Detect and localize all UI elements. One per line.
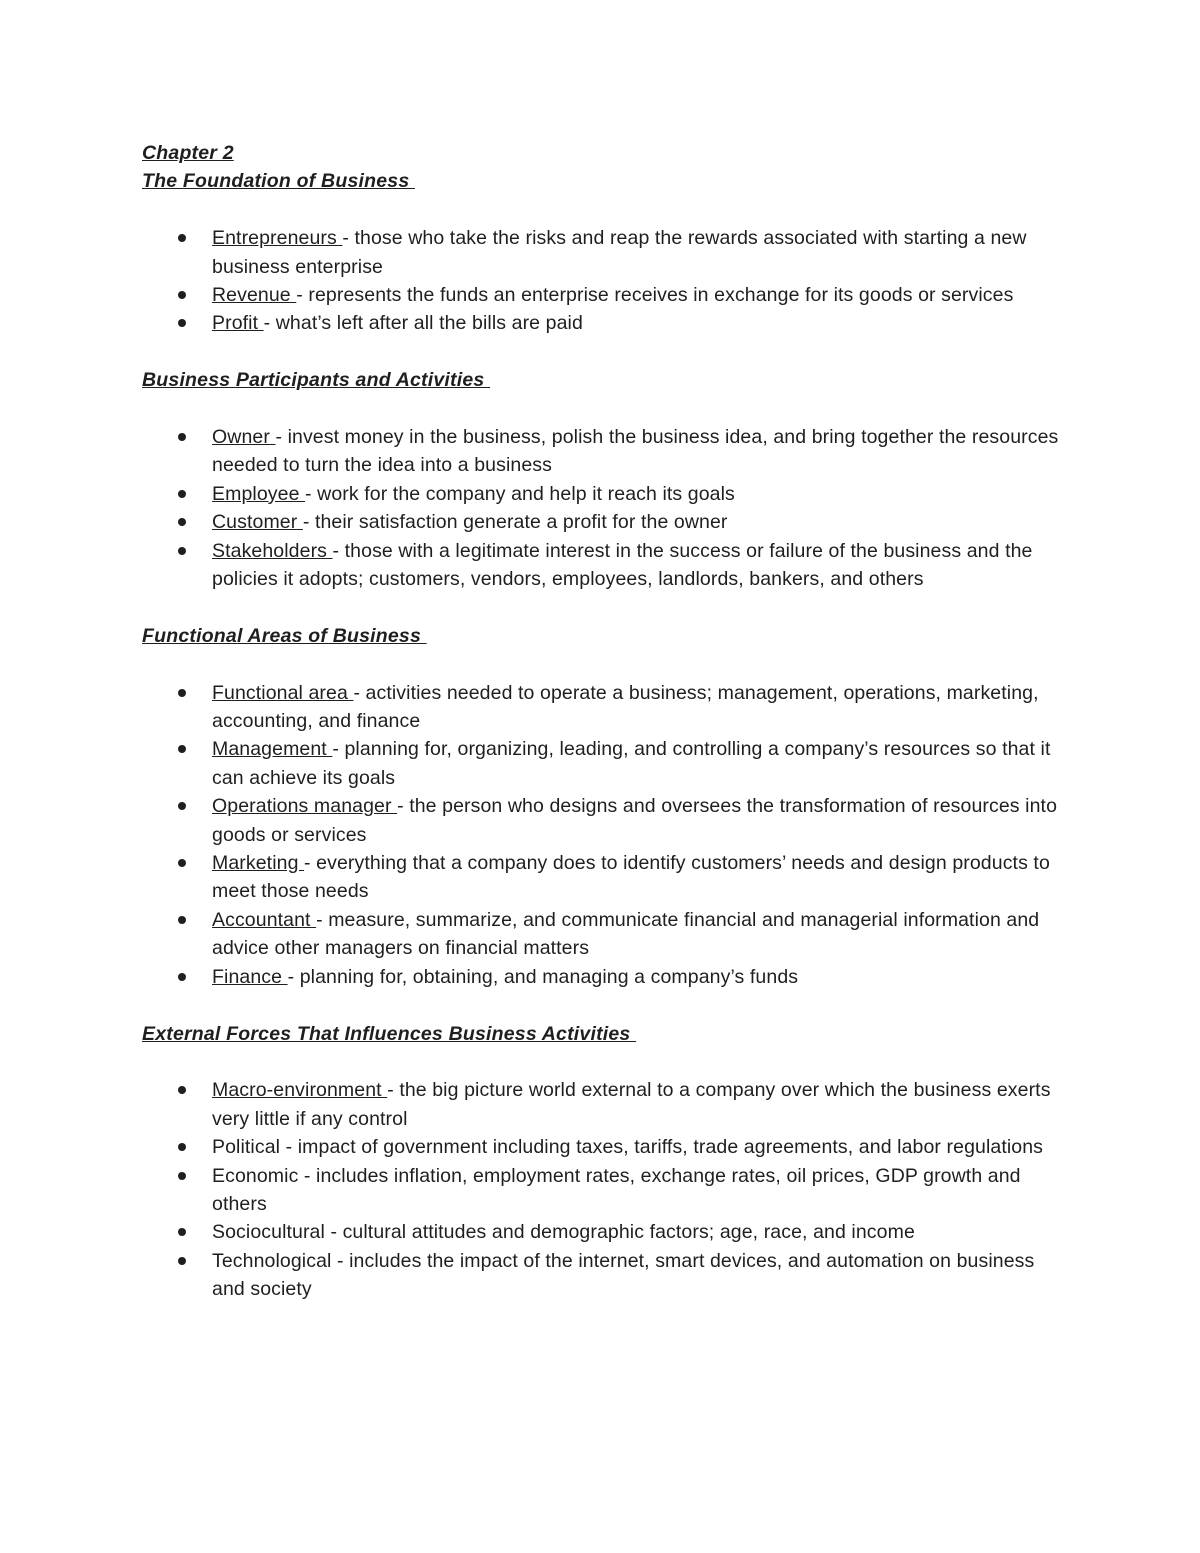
list-item bbox=[142, 1076, 1072, 1133]
definition: - planning for, obtaining, and managing a company’s funds bbox=[287, 965, 799, 988]
list-item bbox=[142, 508, 1072, 536]
bullet-list bbox=[142, 679, 1072, 991]
definition: - measure, summarize, and communicate financial and managerial information and advice other managers on financial matters bbox=[212, 908, 1040, 960]
definition: - invest money in the business, polish the business idea, and bring together the resources needed to turn the idea into a business bbox=[212, 426, 1059, 477]
list-item bbox=[142, 537, 1072, 594]
term: Operations manager bbox=[212, 795, 398, 818]
bullet-icon bbox=[178, 973, 186, 981]
term: Finance bbox=[212, 965, 288, 988]
definition: Technological - includes the impact of the internet, smart devices, and automation on business and society bbox=[212, 1249, 1035, 1301]
bullet-list bbox=[142, 1076, 1072, 1303]
definition: - their satisfaction generate a profit for the owner bbox=[302, 511, 728, 534]
term: Stakeholders bbox=[212, 539, 333, 562]
term: Profit bbox=[212, 312, 264, 335]
definition: - those with a legitimate interest in the success or failure of the business and the policies it adopts; customers, vendors, employees, landlords, bankers, and others bbox=[212, 539, 1033, 591]
bullet-icon bbox=[178, 1143, 186, 1151]
list-item bbox=[142, 792, 1072, 849]
list-item bbox=[142, 309, 1072, 337]
bullet-icon bbox=[178, 1257, 186, 1265]
section-heading: The Foundation of Business bbox=[142, 170, 415, 193]
section-participants bbox=[142, 366, 1072, 622]
definition: - those who take the risks and reap the rewards associated with starting a new business enterprise bbox=[212, 227, 1027, 278]
definition: Sociocultural - cultural attitudes and demographic factors; age, race, and income bbox=[212, 1221, 915, 1244]
definition: Political - impact of government including taxes, tariffs, trade agreements, and labor regulations bbox=[212, 1136, 1044, 1159]
list-item bbox=[142, 423, 1072, 480]
list-item bbox=[142, 480, 1072, 508]
list-item bbox=[142, 224, 1072, 281]
list-item bbox=[142, 1162, 1072, 1219]
bullet-icon bbox=[178, 319, 186, 327]
term: Employee bbox=[212, 482, 306, 505]
definition: - everything that a company does to identify customers’ needs and design products to meet those needs bbox=[212, 852, 1050, 903]
term: Macro-environment bbox=[212, 1079, 388, 1102]
bullet-icon bbox=[178, 689, 186, 697]
section-heading: Functional Areas of Business bbox=[142, 624, 427, 647]
bullet-icon bbox=[178, 859, 186, 867]
bullet-icon bbox=[178, 234, 186, 242]
bullet-icon bbox=[178, 1086, 186, 1094]
list-item bbox=[142, 735, 1072, 792]
list-item bbox=[142, 963, 1072, 991]
list-item bbox=[142, 849, 1072, 906]
list-item bbox=[142, 679, 1072, 736]
definition: Economic - includes inflation, employment rates, exchange rates, oil prices, GDP growth and others bbox=[212, 1164, 1021, 1215]
list-item bbox=[142, 1218, 1072, 1246]
definition: - what’s left after all the bills are paid bbox=[263, 312, 583, 335]
term: Revenue bbox=[212, 284, 297, 307]
term: Management bbox=[212, 738, 333, 761]
definition: - represents the funds an enterprise receives in exchange for its goods or services bbox=[296, 284, 1014, 307]
chapter-title: Chapter 2 bbox=[142, 142, 234, 164]
list-item bbox=[142, 1133, 1072, 1161]
section-functional-areas bbox=[142, 622, 1072, 1020]
term: Owner bbox=[212, 426, 276, 449]
bullet-icon bbox=[178, 745, 186, 753]
bullet-icon bbox=[178, 490, 186, 498]
bullet-icon bbox=[178, 547, 186, 555]
bullet-icon bbox=[178, 291, 186, 299]
section-foundation bbox=[142, 139, 1072, 366]
bullet-icon bbox=[178, 518, 186, 526]
document-page bbox=[142, 139, 1072, 1304]
definition: - activities needed to operate a business; management, operations, marketing, accounting, and finance bbox=[212, 681, 1039, 733]
definition: - planning for, organizing, leading, and controlling a company’s resources so that it can achieve its goals bbox=[212, 738, 1051, 789]
term: Customer bbox=[212, 511, 303, 534]
section-heading: Business Participants and Activities bbox=[142, 369, 491, 392]
list-item bbox=[142, 1247, 1072, 1304]
bullet-icon bbox=[178, 1228, 186, 1236]
section-heading: External Forces That Influences Business Activities bbox=[142, 1022, 637, 1045]
section-external-forces bbox=[142, 1020, 1072, 1304]
list-item bbox=[142, 281, 1072, 309]
list-item bbox=[142, 906, 1072, 963]
definition: - the big picture world external to a company over which the business exerts very little if any control bbox=[212, 1079, 1051, 1130]
bullet-icon bbox=[178, 433, 186, 441]
bullet-icon bbox=[178, 1172, 186, 1180]
bullet-icon bbox=[178, 916, 186, 924]
bullet-icon bbox=[178, 802, 186, 810]
term: Entrepreneurs bbox=[212, 227, 343, 250]
bullet-list bbox=[142, 224, 1072, 338]
bullet-list bbox=[142, 423, 1072, 593]
definition: - work for the company and help it reach its goals bbox=[305, 482, 735, 505]
term: Accountant bbox=[212, 908, 317, 931]
term: Marketing bbox=[212, 852, 305, 875]
term: Functional area bbox=[212, 681, 354, 704]
definition: - the person who designs and oversees the transformation of resources into goods or services bbox=[212, 795, 1058, 846]
